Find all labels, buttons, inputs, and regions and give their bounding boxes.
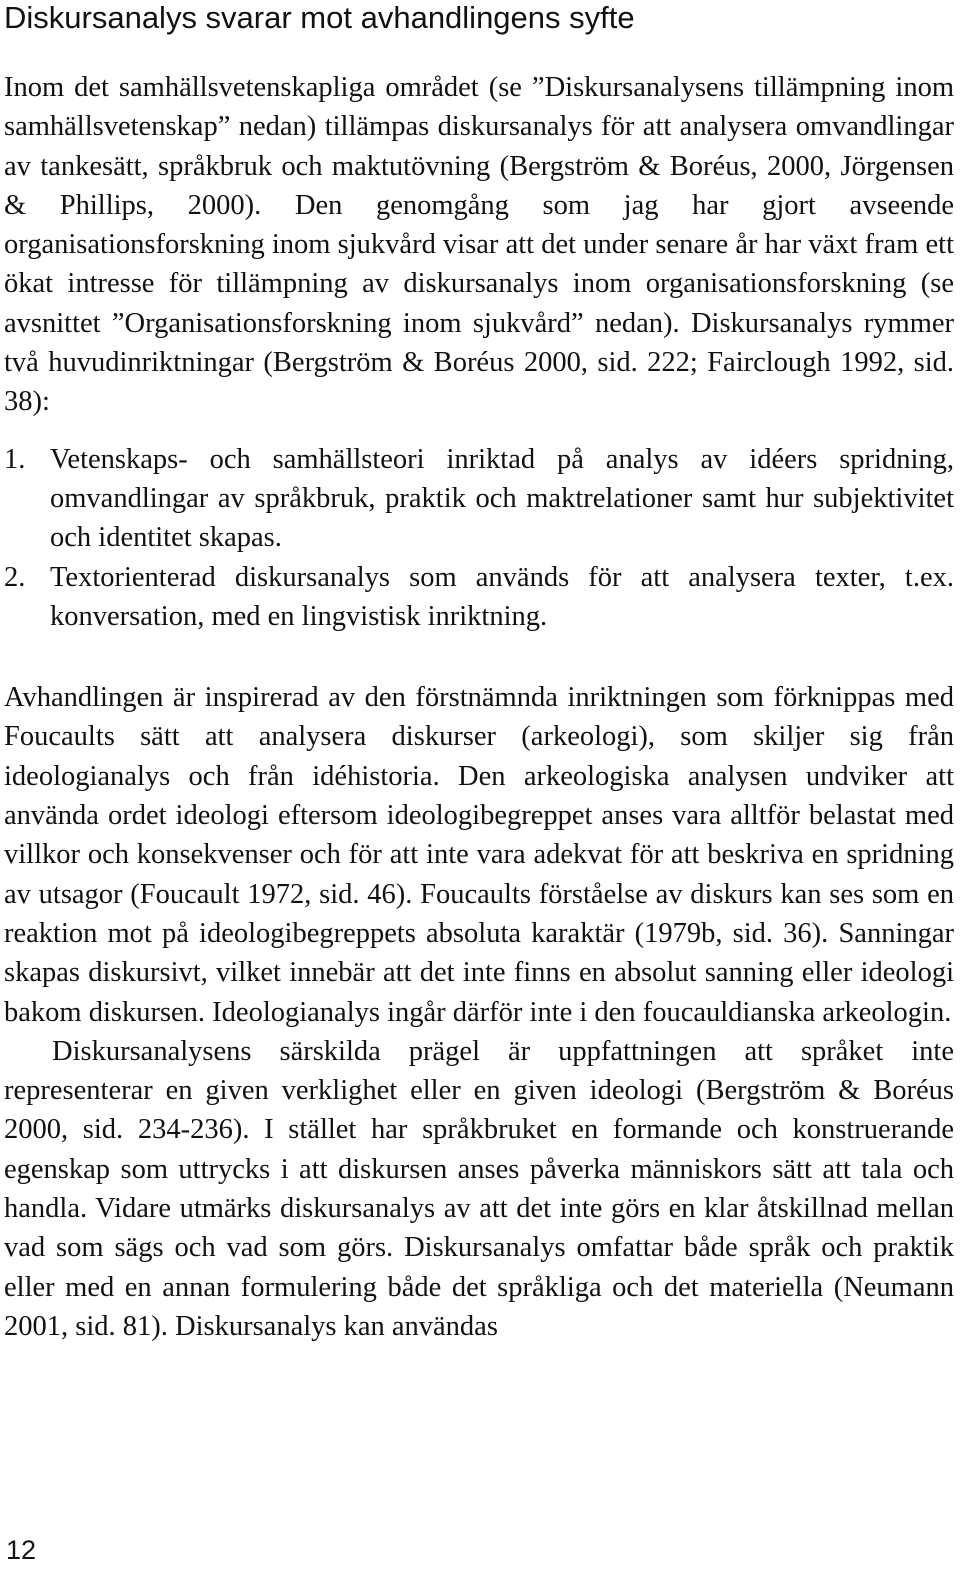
list-item-text: Textorienterad diskursanalys som används för att analysera texter, t.ex. konversation, med en lingvistisk inriktning. (50, 561, 954, 632)
inriktningar-list (4, 440, 954, 636)
section-heading: Diskursanalys svarar mot avhandlingens syfte (4, 0, 635, 35)
paragraph-pragel: Diskursanalysens särskilda prägel är uppfattningen att språket inte representerar en given verklighet eller en given ideologi (Bergström & Boréus 2000, sid. 234-236). I stället har språkbruket en formande och konstruerande egenskap som uttrycks i att diskursen anses påverka människors sätt att tala och handla. Vidare utmärks diskursanalys av att det inte görs en klar åtskillnad mellan vad som sägs och vad som görs. Diskursanalys omfattar både språk och praktik eller med en annan formulering både det språkliga och det materiella (Neumann 2001, sid. 81). Diskursanalys kan användas (4, 1035, 954, 1342)
list-item-number: 1. (4, 443, 26, 475)
list-item-number: 2. (4, 561, 26, 593)
paragraph-arkeologi: Avhandlingen är inspirerad av den förstnämnda inriktningen som förknippas med Foucaults sätt att analysera diskurser (arkeologi), som skiljer sig från ideologianalys och från idéhistoria. Den arkeologiska analysen undviker att använda ordet ideologi eftersom ideologibegreppet anses vara alltför belastat med villkor och konsekvenser och för att inte vara adekvat för att beskriva en spridning av utsagor (Foucault 1972, sid. 46). Foucaults förståelse av diskurs kan ses som en reaktion mot på ideologibegreppets absoluta karaktär (1979b, sid. 36). Sanningar skapas diskursivt, vilket innebär att det inte finns en absolut sanning eller ideologi bakom diskursen. Ideologianalys ingår därför inte i den foucauldianska arkeologin. (4, 682, 954, 1028)
page-number: 12 (6, 1535, 37, 1565)
list-item (4, 558, 954, 637)
list-item-text: Vetenskaps- och samhällsteori inriktad på analys av idéers spridning, omvandlingar av språkbruk, praktik och maktrelationer samt hur subjektivitet och identitet skapas. (50, 443, 954, 554)
paragraph-intro: Inom det samhällsvetenskapliga området (se ”Diskursanalysens tillämpning inom samhällsvetenskap” nedan) tillämpas diskursanalys för att analysera omvandlingar av tankesätt, språkbruk och maktutövning (Bergström & Boréus, 2000, Jörgensen & Phillips, 2000). Den genomgång som jag har gjort avseende organisationsforskning inom sjukvård visar att det under senare år har växt fram ett ökat intresse för tillämpning av diskursanalys inom organisationsforskning (se avsnittet ”Organisationsforskning inom sjukvård” nedan). Diskursanalys rymmer två huvudinriktningar (Bergström & Boréus 2000, sid. 222; Fairclough 1992, sid. 38): (4, 72, 954, 418)
list-item (4, 440, 954, 558)
